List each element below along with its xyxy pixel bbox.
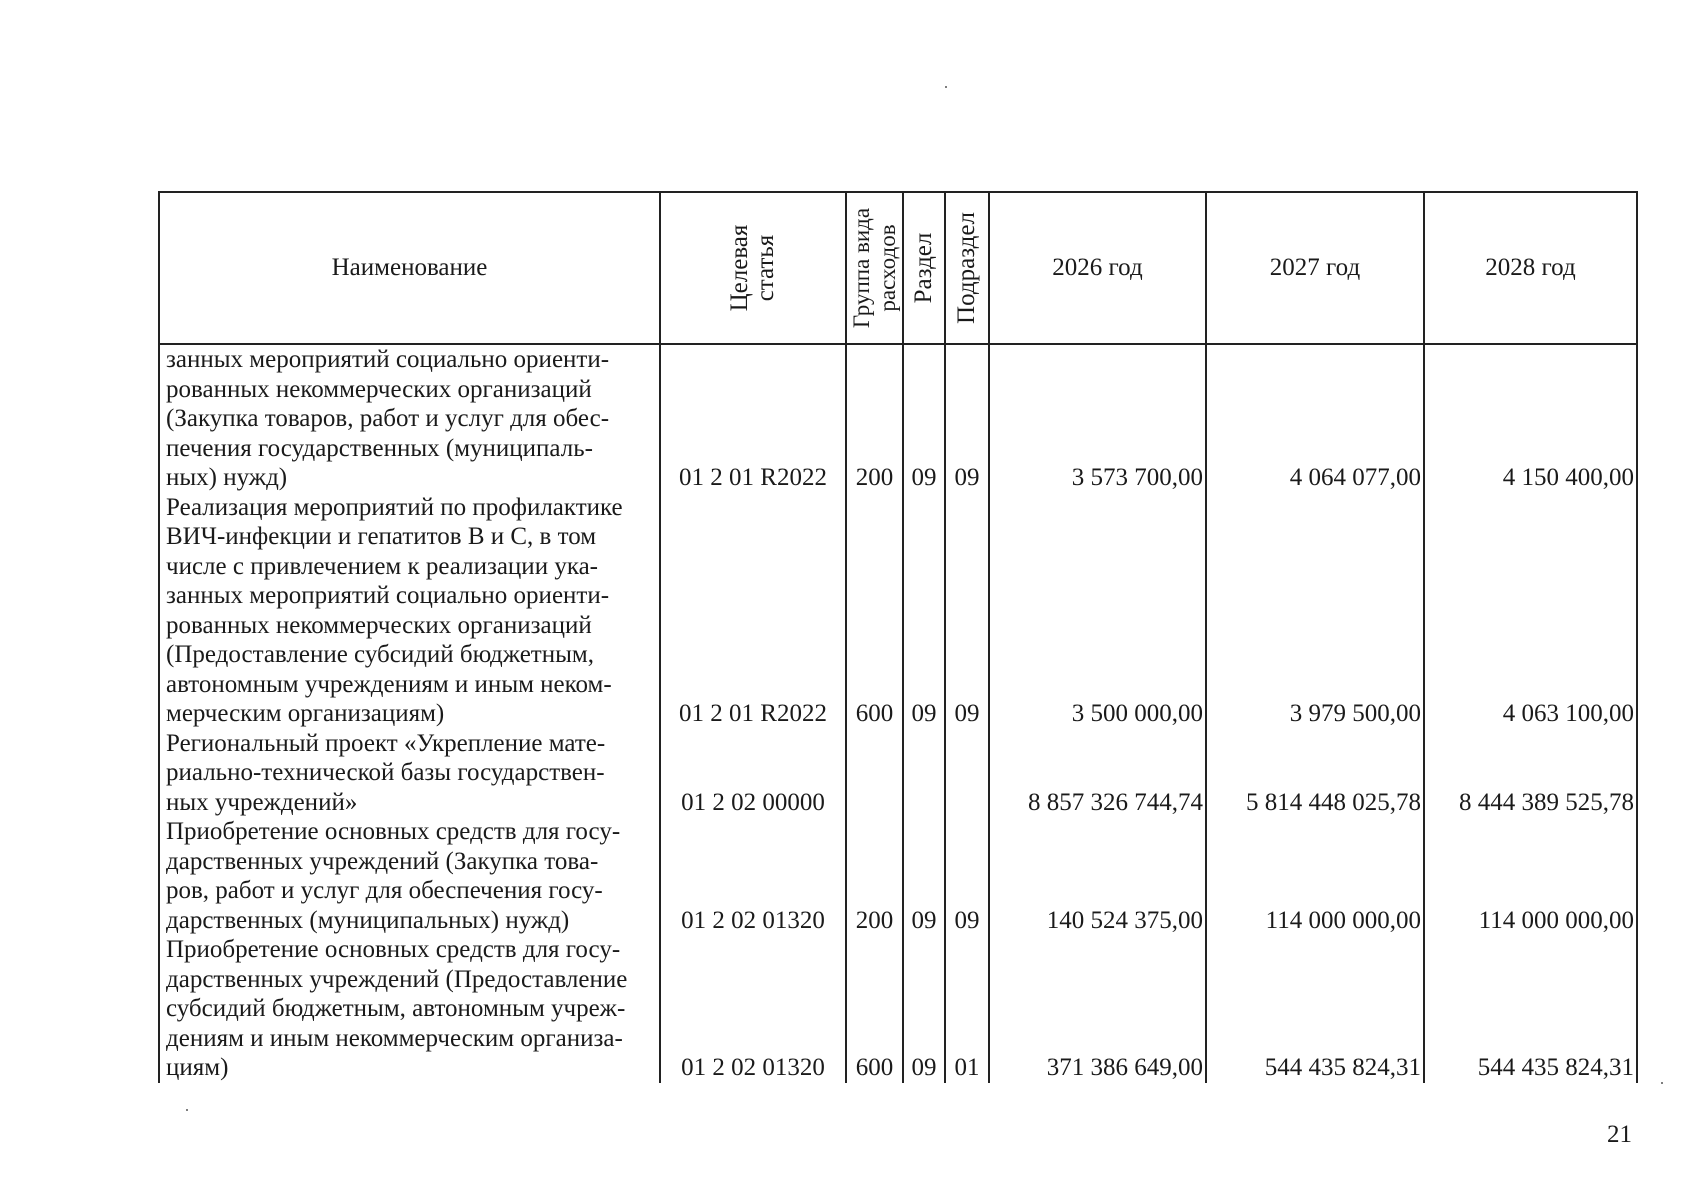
header-2028: 2028 год <box>1424 192 1637 344</box>
row-2028: 544 435 824,31 <box>1424 935 1637 1083</box>
row-2027: 5 814 448 025,78 <box>1206 729 1424 818</box>
row-code: 01 2 02 00000 <box>660 729 846 818</box>
budget-table <box>158 191 1638 1083</box>
header-2026: 2026 год <box>989 192 1206 344</box>
row-section <box>903 729 945 818</box>
row-name: Региональный проект «Укрепление мате- риально-технической базы государствен- ных учреждений» <box>159 729 660 818</box>
row-code: 01 2 01 R2022 <box>660 344 846 493</box>
row-name: Приобретение основных средств для госу- дарственных учреждений (Закупка това- ров, работ и услуг для обеспечения госу- дарственных (муниципальных) нужд) <box>159 817 660 935</box>
table-row <box>159 817 1637 935</box>
table-row <box>159 493 1637 729</box>
row-section: 09 <box>903 817 945 935</box>
row-group: 600 <box>846 935 903 1083</box>
header-2027: 2027 год <box>1206 192 1424 344</box>
header-target-article: Целевая статья <box>660 192 846 344</box>
row-section: 09 <box>903 493 945 729</box>
row-2027: 114 000 000,00 <box>1206 817 1424 935</box>
row-2027: 3 979 500,00 <box>1206 493 1424 729</box>
header-expense-group: Группа вида расходов <box>846 192 903 344</box>
row-section: 09 <box>903 935 945 1083</box>
page-number: 21 <box>1607 1121 1632 1148</box>
row-group: 200 <box>846 344 903 493</box>
scan-speck <box>186 1109 188 1111</box>
table-row <box>159 344 1637 493</box>
header-section: Раздел <box>903 192 945 344</box>
row-2027: 544 435 824,31 <box>1206 935 1424 1083</box>
row-2026: 371 386 649,00 <box>989 935 1206 1083</box>
row-2026: 8 857 326 744,74 <box>989 729 1206 818</box>
table-row <box>159 729 1637 818</box>
row-2027: 4 064 077,00 <box>1206 344 1424 493</box>
row-2026: 3 500 000,00 <box>989 493 1206 729</box>
row-subsection: 01 <box>945 935 989 1083</box>
row-group <box>846 729 903 818</box>
row-subsection: 09 <box>945 493 989 729</box>
row-2028: 114 000 000,00 <box>1424 817 1637 935</box>
header-name: Наименование <box>159 192 660 344</box>
row-code: 01 2 02 01320 <box>660 817 846 935</box>
row-name: занных мероприятий социально ориенти- рованных некоммерческих организаций (Закупка товаров, работ и услуг для обес- печения государственных (муниципаль- ных) нужд) <box>159 344 660 493</box>
table-row <box>159 935 1637 1083</box>
row-2028: 8 444 389 525,78 <box>1424 729 1637 818</box>
row-subsection <box>945 729 989 818</box>
header-subsection: Подраздел <box>945 192 989 344</box>
row-name: Реализация мероприятий по профилактике ВИЧ-инфекции и гепатитов В и С, в том числе с привлечением к реализации ука- занных мероприятий социально ориенти- рованных некоммерческих организаций (Предоставление субсидий бюджетным, автономным учреждениям и иным неком- мерческим организациям) <box>159 493 660 729</box>
table-header-row <box>159 192 1637 344</box>
row-code: 01 2 01 R2022 <box>660 493 846 729</box>
row-2028: 4 150 400,00 <box>1424 344 1637 493</box>
row-section: 09 <box>903 344 945 493</box>
row-group: 200 <box>846 817 903 935</box>
row-2028: 4 063 100,00 <box>1424 493 1637 729</box>
row-subsection: 09 <box>945 344 989 493</box>
row-2026: 140 524 375,00 <box>989 817 1206 935</box>
row-subsection: 09 <box>945 817 989 935</box>
scan-speck <box>945 86 947 88</box>
row-2026: 3 573 700,00 <box>989 344 1206 493</box>
row-name: Приобретение основных средств для госу- дарственных учреждений (Предоставление субсидий бюджетным, автономным учреж- дениям и иным некоммерческим организа- циям) <box>159 935 660 1083</box>
row-code: 01 2 02 01320 <box>660 935 846 1083</box>
row-group: 600 <box>846 493 903 729</box>
scan-speck <box>1661 1082 1663 1084</box>
